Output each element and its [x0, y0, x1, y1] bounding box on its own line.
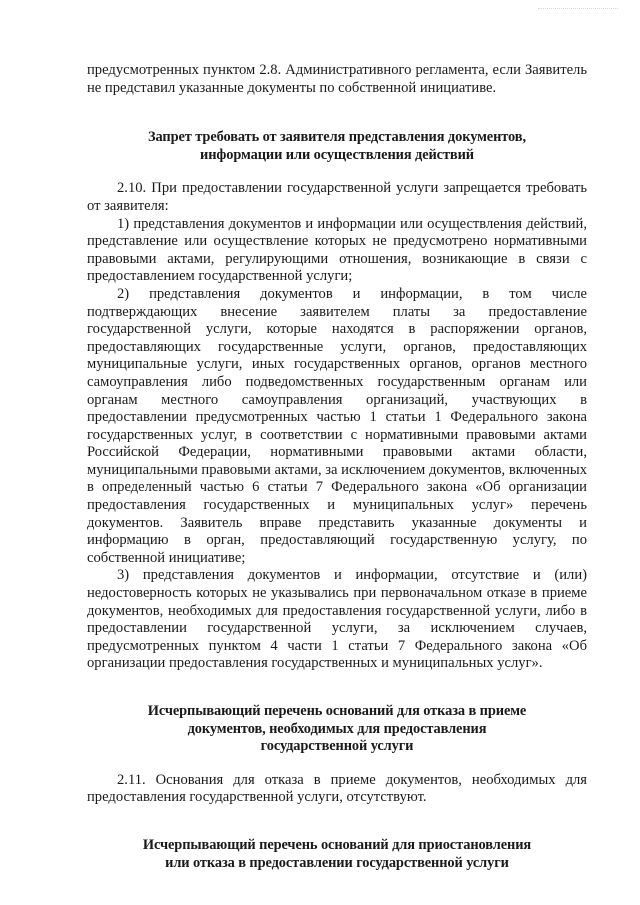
list-item-2: 2) представления документов и информации, в том числе подтверждающих внесение заявителем платы за предоставление государственной услуги, которые находятся в распоряжении органов, предоставляющих государственные услуги, органов, предоставляющих муниципальные услуги, иных государственных органов, органов местного самоуправления либо подведомственных государственным органам или органам местного самоуправления организаций, участвующих в предоставлении предусмотренных частью 1 статьи 1 Федерального закона государственных услуг, в соответствии с нормативными правовыми актами Российской Федерации, нормативными правовыми актами области, муниципальными правовыми актами, за исключением документов, включенных в определенный частью 6 статьи 7 Федерального закона «Об организации предоставления государственных и муниципальных услуг» перечень документов. Заявитель вправе представить указанные документы и информацию в орган, предоставляющий государственную услугу, по собственной инициативе; [87, 285, 587, 566]
paragraph-2-10: 2.10. При предоставлении государственной услуги запрещается требовать от заявителя: [87, 180, 587, 214]
list-item-1: 1) представления документов и информации или осуществления действий, представление или осуществление которых не предусмотрено нормативными правовыми актами, регулирующими отношения, возникающие в связи с предоставлением государственной услуги; [87, 215, 587, 285]
scan-artifact [538, 8, 618, 12]
heading-line: Исчерпывающий перечень оснований для отказа в приеме [147, 703, 527, 719]
intro-paragraph: предусмотренных пунктом 2.8. Административного регламента, если Заявитель не представил указанные документы по собственной инициативе. [87, 62, 587, 96]
heading-line: Исчерпывающий перечень оснований для приостановления [142, 836, 532, 853]
heading-line: или отказа в предоставлении государственной услуги [165, 854, 509, 871]
heading-line: документов, необходимых для предоставления [187, 720, 487, 737]
heading-line: государственной услуги [260, 738, 414, 755]
heading-line: информации или осуществления действий [200, 146, 474, 163]
section-heading-refusal-grounds [87, 703, 587, 756]
document-body [87, 62, 587, 872]
section-heading-prohibition [87, 129, 587, 164]
section-heading-suspension-grounds [87, 837, 587, 872]
paragraph-2-11: 2.11. Основания для отказа в приеме документов, необходимых для предоставления государственной услуги, отсутствуют. [87, 771, 587, 806]
list-item-3: 3) представления документов и информации, отсутствие и (или) недостоверность которых не указывались при первоначальном отказе в приеме документов, необходимых для предоставления государственной услуги, либо в предоставлении государственной услуги, за исключением случаев, предусмотренных пунктом 4 части 1 статьи 7 Федерального закона «Об организации предоставления государственных и муниципальных услуг». [87, 567, 587, 672]
heading-line: Запрет требовать от заявителя представления документов, [148, 129, 526, 146]
